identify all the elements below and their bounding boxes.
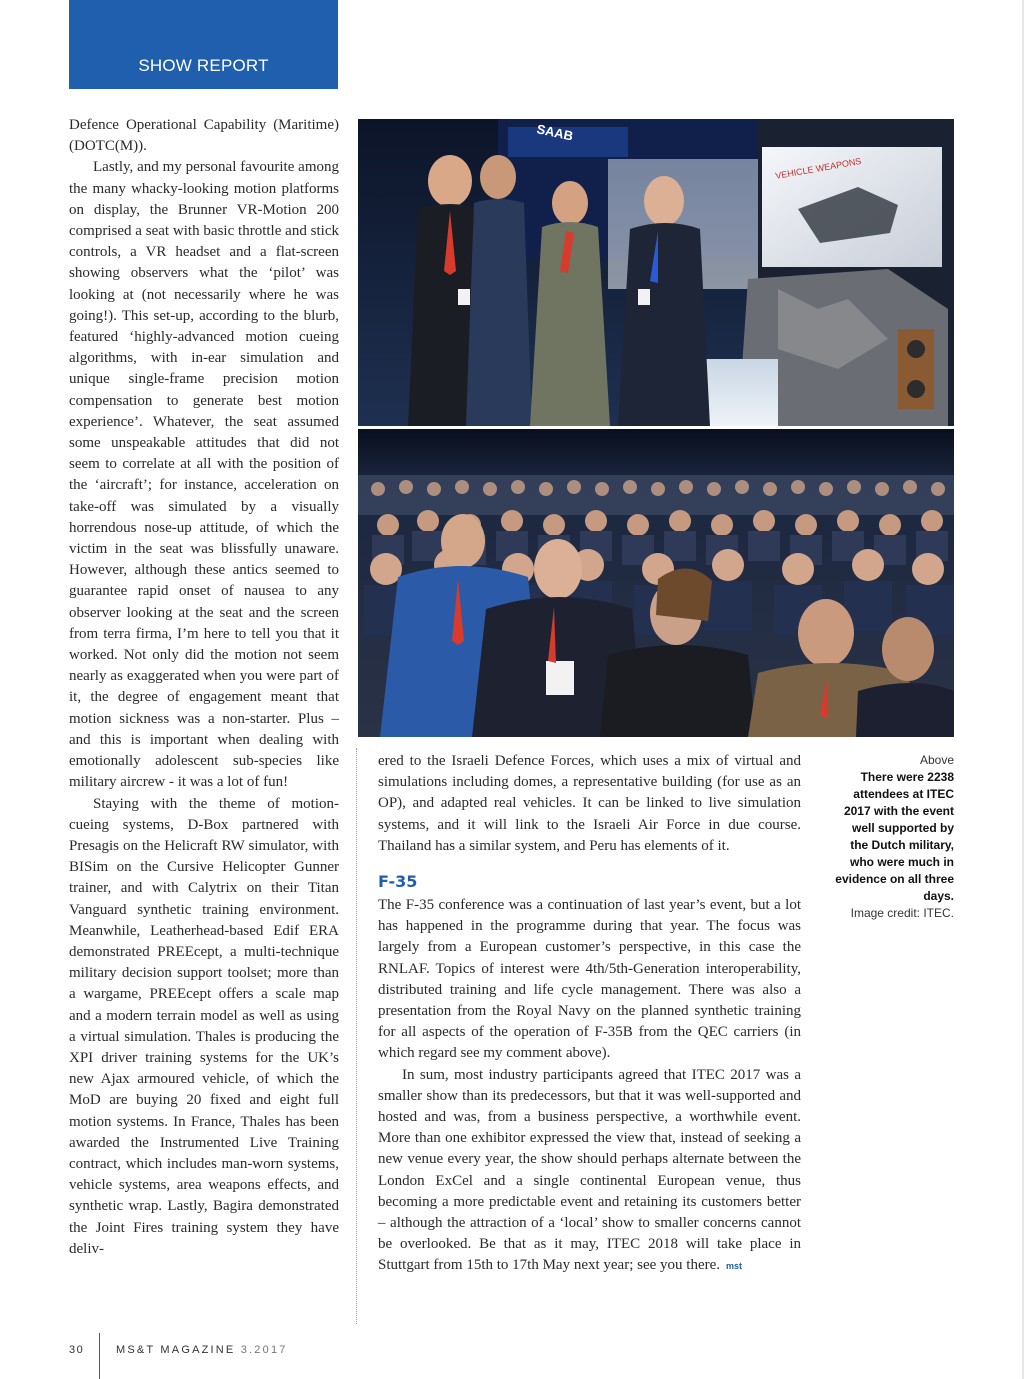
left-text-column xyxy=(69,115,339,1260)
paragraph: Staying with the theme of motion-cueing systems, D-Box partnered with Presagis on the Helicraft RW simulator, with BISim on the Cursive Helicopter Gunner trainer, and with Calytrix on their Titan Vanguard synthetic training environment. Meanwhile, Leatherhead-based Edif ERA demonstrated PREEcept, a multi-technique military decision support toolset; more than a wargame, PREEcept offers a scale map and a modern terrain model as well as using a virtual simulation. Thales is producing the XPI driver training systems for the UK’s new Ajax armoured vehicle, of which the MoD are buying 20 fixed and eight full motion systems. In France, Thales has been awarded the Instrumented Live Training contract, which includes man-worn systems, vehicle systems, area weapons effects, and synthetic wrap. Lastly, Bagira demonstrated the Joint Fires training system they have deliv- xyxy=(69,795,339,1257)
section-header-tab xyxy=(69,0,338,89)
paragraph xyxy=(378,1065,801,1278)
magazine-name: MS&T MAGAZINE xyxy=(116,1344,236,1356)
footer-divider xyxy=(99,1333,100,1379)
paragraph: Defence Operational Capability (Maritime) (DOTC(M)). xyxy=(69,117,339,155)
issue-number: 3.2017 xyxy=(240,1344,288,1356)
paragraph: Lastly, and my personal favourite among the many whacky-looking motion platforms on display, the Brunner VR-Motion 200 comprised a seat with basic throttle and stick controls, a VR headset and a flat-screen showing observers what the ‘pilot’ was looking at (not necessarily where he was going!). This set-up, according to the blurb, featured ‘highly-advanced motion cueing algorithms, with in-ear simulation and unique single-frame precision motion compensation to generate best motion experience’. Whatever, the seat assumed some unspeakable attitudes that did not seem to correlate at all with the position of the ‘aircraft’; for instance, acceleration on take-off was simulated by a visually horrendous nose-up attitude, of which the victim in the seat was blissfully unaware. However, although these antics seemed to guarantee rapid onset of nausea to any observer looking at the seat and the screen from terra firma, I’m here to tell you that it worked. Not only did the motion not seem nearly as exaggerated when you were part of it, the degree of engagement meant that motion sickness was a non-starter. Plus – and this is important when dealing with emotionally adolescent sub-species like military aircrew - it was a lot of fun! xyxy=(69,159,339,791)
screen-caption-text: VEHICLE WEAPONS xyxy=(774,156,863,181)
section-heading: F-35 xyxy=(378,872,418,892)
photo-caption xyxy=(832,752,954,922)
conference-audience-photo xyxy=(358,429,954,737)
column-divider xyxy=(356,748,357,1324)
page-number: 30 xyxy=(69,1344,85,1356)
author-signature: mst xyxy=(726,1261,743,1272)
booth-sign-text: SAAB xyxy=(535,121,575,144)
caption-label: Above xyxy=(919,753,954,767)
paragraph: ered to the Israeli Defence Forces, which uses a mix of virtual and simulations including domes, a representative building (for use as an OP), and adapted real vehicles. It can be linked to live simulation systems, and it will link to the Israeli Air Force in due course. Thailand has a similar system, and Peru has elements of it. xyxy=(378,753,801,854)
paragraph: The F-35 conference was a continuation of last year’s event, but a lot has happened in the programme during that year. The focus was largely from a European customer’s perspective, in this case the RNLAF. Topics of interest were 4th/5th-Generation interoperability, distributed training and life cycle management. There was also a presentation from the Royal Navy on the planned synthetic training for all aspects of the operation of F-35B from the QEC carriers (in which regard see my comment above). xyxy=(378,897,801,1062)
paragraph-text: In sum, most industry participants agreed that ITEC 2017 was a smaller show than its predecessors, but that it was well-supported and hosted and was, from a business perspective, a worthwhile event. More than one exhibitor expressed the view that, instead of seeking a new venue every year, the show should perhaps alternate between the London ExCel and a single continental European venue, thus becoming a more predictable event and retaining its customers better – although the attraction of a ‘local’ show to smaller concerns cannot be overlooked. Be that as it may, ITEC 2018 will take place in Stuttgart from 15th to 17th May next year; see you there. xyxy=(378,1066,801,1274)
image-credit: Image credit: ITEC. xyxy=(850,906,954,920)
section-label: SHOW REPORT xyxy=(138,56,269,75)
exhibition-booth-photo xyxy=(358,119,954,426)
caption-body: There were 2238 attendees at ITEC 2017 with the event well supported by the Dutch military, who were much in evidence on all three days. xyxy=(835,770,954,903)
magazine-footer xyxy=(116,1344,288,1356)
middle-text-column xyxy=(378,751,801,1278)
